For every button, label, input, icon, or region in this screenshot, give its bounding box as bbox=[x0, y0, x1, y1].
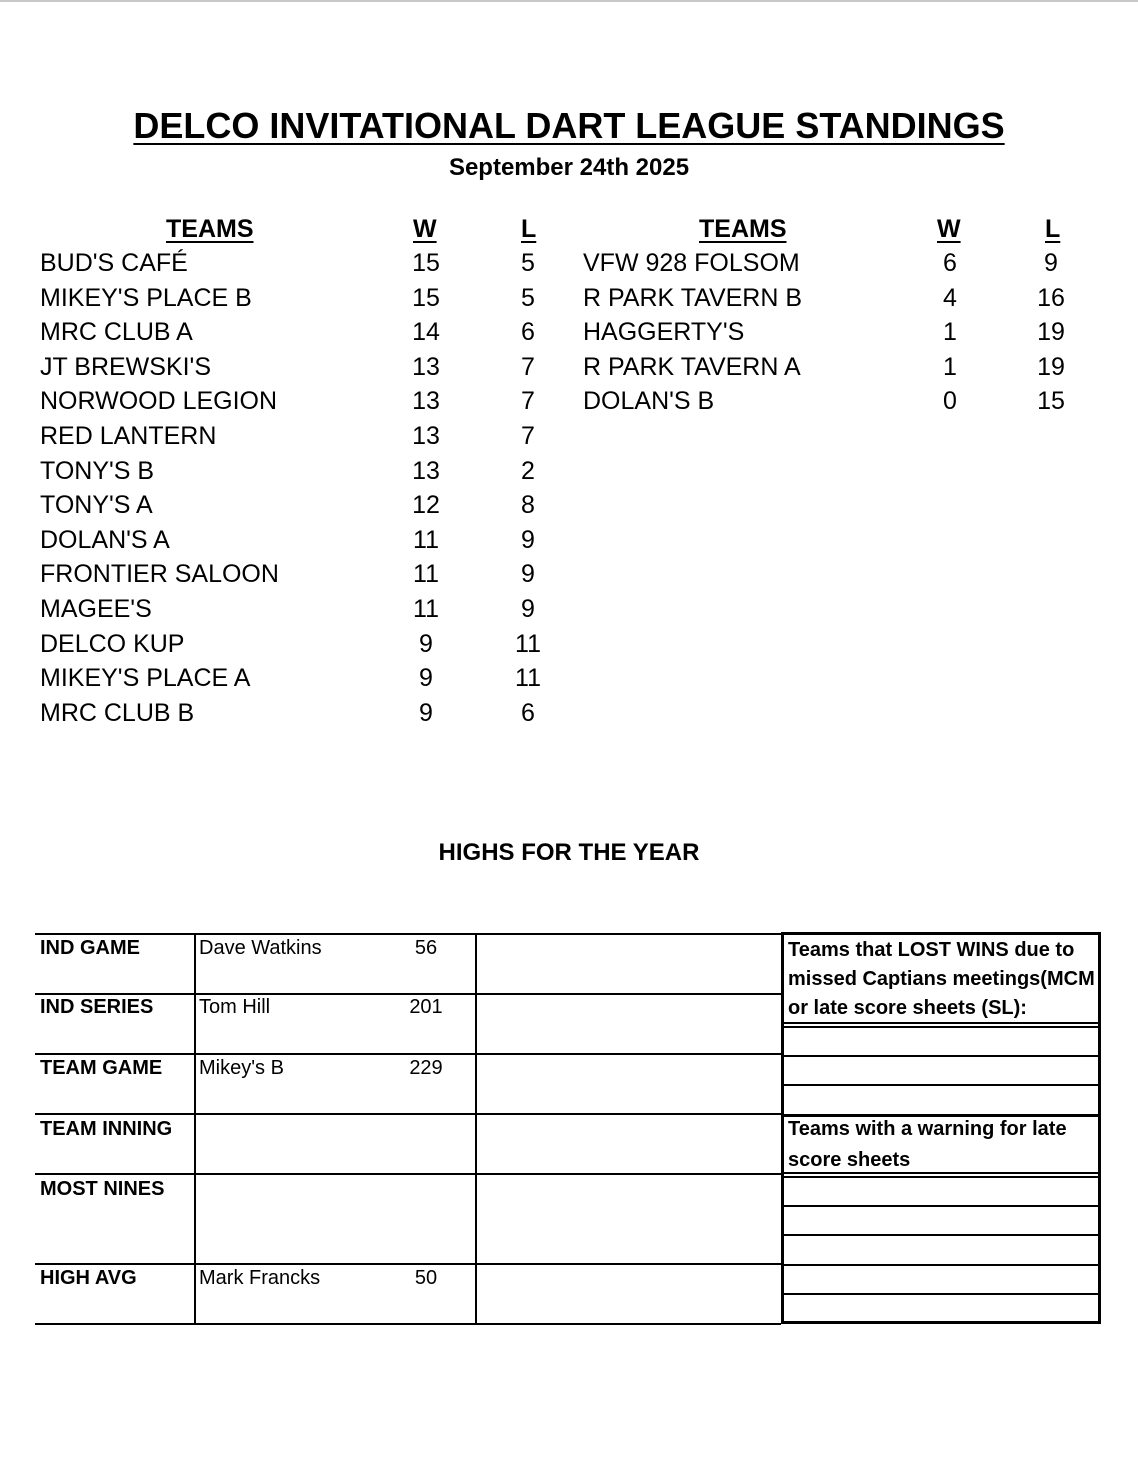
team-losses: 9 bbox=[521, 525, 535, 554]
standings-row bbox=[0, 592, 570, 627]
team-name: MIKEY'S PLACE A bbox=[40, 664, 251, 693]
team-wins: 9 bbox=[419, 664, 433, 693]
team-losses: 5 bbox=[521, 249, 535, 277]
notes-rule bbox=[784, 1205, 1098, 1207]
notes-rule bbox=[784, 1022, 1098, 1024]
table-column-line bbox=[194, 933, 196, 1324]
team-losses: 16 bbox=[1037, 283, 1065, 312]
team-losses: 7 bbox=[521, 421, 535, 450]
team-wins: 13 bbox=[412, 387, 440, 416]
team-losses: 11 bbox=[515, 629, 541, 658]
team-name: MIKEY'S PLACE B bbox=[40, 283, 252, 312]
team-name: TONY'S B bbox=[40, 456, 155, 485]
notes-rule bbox=[784, 1084, 1098, 1086]
standings-row bbox=[0, 315, 1138, 350]
team-losses: 15 bbox=[1037, 387, 1065, 416]
team-name: RED LANTERN bbox=[40, 421, 217, 450]
team-losses: 11 bbox=[515, 664, 541, 693]
high-category: IND SERIES bbox=[40, 996, 154, 1018]
high-name: Tom Hill bbox=[199, 996, 271, 1018]
team-losses: 9 bbox=[521, 560, 535, 589]
standings-right-list bbox=[0, 246, 1138, 419]
notes-rule bbox=[784, 1264, 1098, 1266]
team-wins: 15 bbox=[412, 249, 440, 277]
team-wins: 12 bbox=[412, 491, 440, 520]
team-wins: 0 bbox=[943, 387, 957, 416]
team-name: R PARK TAVERN A bbox=[583, 352, 801, 381]
team-wins: 11 bbox=[413, 525, 439, 554]
high-category: IND GAME bbox=[40, 937, 140, 959]
team-losses: 19 bbox=[1037, 318, 1065, 347]
team-wins: 4 bbox=[943, 283, 957, 312]
notes-rule bbox=[784, 1172, 1098, 1174]
standings-row bbox=[0, 523, 570, 558]
high-category: MOST NINES bbox=[40, 1178, 165, 1200]
team-name: DELCO KUP bbox=[40, 629, 185, 658]
page-title bbox=[0, 104, 1138, 148]
team-name: FRONTIER SALOON bbox=[40, 560, 279, 589]
high-category: TEAM GAME bbox=[40, 1057, 163, 1079]
high-score: 50 bbox=[414, 1267, 438, 1289]
warning-note-line: Teams with a warning for late bbox=[788, 1118, 1067, 1140]
team-losses: 6 bbox=[521, 698, 535, 727]
left-wins-header: W bbox=[413, 215, 437, 243]
team-wins: 13 bbox=[412, 421, 440, 450]
team-name: VFW 928 FOLSOM bbox=[583, 249, 800, 277]
team-losses: 9 bbox=[1044, 249, 1058, 277]
standings-row bbox=[0, 419, 570, 454]
table-line bbox=[35, 1113, 781, 1115]
team-wins: 11 bbox=[413, 594, 439, 623]
standings-date: September 24th 2025 bbox=[448, 154, 690, 181]
team-wins: 14 bbox=[412, 318, 440, 347]
standings-row bbox=[0, 627, 570, 662]
left-losses-header: L bbox=[521, 215, 537, 243]
team-name: BUD'S CAFÉ bbox=[40, 249, 188, 277]
notes-rule bbox=[784, 1234, 1098, 1236]
notes-rule bbox=[784, 1176, 1098, 1178]
team-losses: 5 bbox=[521, 283, 535, 312]
standings-row bbox=[0, 246, 1138, 281]
high-name: Dave Watkins bbox=[199, 937, 322, 959]
team-name: JT BREWSKI'S bbox=[40, 352, 212, 381]
page-title-text: DELCO INVITATIONAL DART LEAGUE STANDINGS bbox=[133, 105, 1005, 146]
team-name: MRC CLUB A bbox=[40, 318, 193, 347]
top-border bbox=[0, 0, 1138, 2]
team-wins: 11 bbox=[413, 560, 439, 589]
right-teams-header: TEAMS bbox=[699, 215, 787, 243]
right-wins-header: W bbox=[937, 215, 961, 243]
team-wins: 15 bbox=[412, 283, 440, 312]
notes-rule bbox=[784, 1055, 1098, 1057]
standings-row bbox=[0, 350, 1138, 385]
team-losses: 9 bbox=[521, 594, 535, 623]
team-wins: 9 bbox=[419, 698, 433, 727]
team-wins: 1 bbox=[943, 352, 957, 381]
team-wins: 9 bbox=[419, 629, 433, 658]
standings-row bbox=[0, 661, 570, 696]
team-name: R PARK TAVERN B bbox=[583, 283, 803, 312]
team-name: HAGGERTY'S bbox=[583, 318, 745, 347]
lost-wins-note-line: or late score sheets (SL): bbox=[788, 997, 1027, 1019]
team-losses: 6 bbox=[521, 318, 535, 347]
highs-title: HIGHS FOR THE YEAR bbox=[438, 839, 700, 866]
team-losses: 7 bbox=[521, 352, 535, 381]
team-wins: 13 bbox=[412, 352, 440, 381]
high-category: HIGH AVG bbox=[40, 1267, 137, 1289]
table-column-line bbox=[475, 933, 477, 1324]
high-category: TEAM INNING bbox=[40, 1118, 173, 1140]
team-losses: 7 bbox=[521, 387, 535, 416]
notes-rule bbox=[784, 1293, 1098, 1295]
high-score: 201 bbox=[409, 996, 443, 1018]
left-teams-header: TEAMS bbox=[166, 215, 254, 243]
table-line bbox=[35, 1173, 781, 1175]
high-name: Mark Francks bbox=[199, 1267, 321, 1289]
team-name: MAGEE'S bbox=[40, 594, 152, 623]
table-line bbox=[35, 1323, 781, 1325]
notes-box bbox=[781, 932, 1101, 1324]
lost-wins-note-line: Teams that LOST WINS due to bbox=[788, 939, 1075, 961]
standings-row bbox=[0, 454, 570, 489]
team-name: MRC CLUB B bbox=[40, 698, 195, 727]
team-losses: 8 bbox=[521, 491, 535, 520]
standings-row bbox=[0, 488, 570, 523]
team-losses: 19 bbox=[1037, 352, 1065, 381]
team-wins: 1 bbox=[943, 318, 957, 347]
standings-row bbox=[0, 384, 1138, 419]
team-name: NORWOOD LEGION bbox=[40, 387, 278, 416]
high-name: Mikey's B bbox=[199, 1057, 284, 1079]
standings-row bbox=[0, 281, 1138, 316]
right-losses-header: L bbox=[1045, 215, 1061, 243]
team-wins: 6 bbox=[943, 249, 957, 277]
team-wins: 13 bbox=[412, 456, 440, 485]
standings-row bbox=[0, 557, 570, 592]
team-losses: 2 bbox=[521, 456, 535, 485]
team-name: TONY'S A bbox=[40, 491, 153, 520]
lost-wins-note-line: missed Captians meetings(MCM bbox=[788, 968, 1095, 990]
notes-rule bbox=[784, 1026, 1098, 1028]
standings-row bbox=[0, 696, 570, 731]
high-score: 229 bbox=[409, 1057, 443, 1079]
team-name: DOLAN'S A bbox=[40, 525, 170, 554]
high-score: 56 bbox=[414, 937, 438, 959]
warning-note-line: score sheets bbox=[788, 1149, 911, 1171]
team-name: DOLAN'S B bbox=[583, 387, 715, 416]
